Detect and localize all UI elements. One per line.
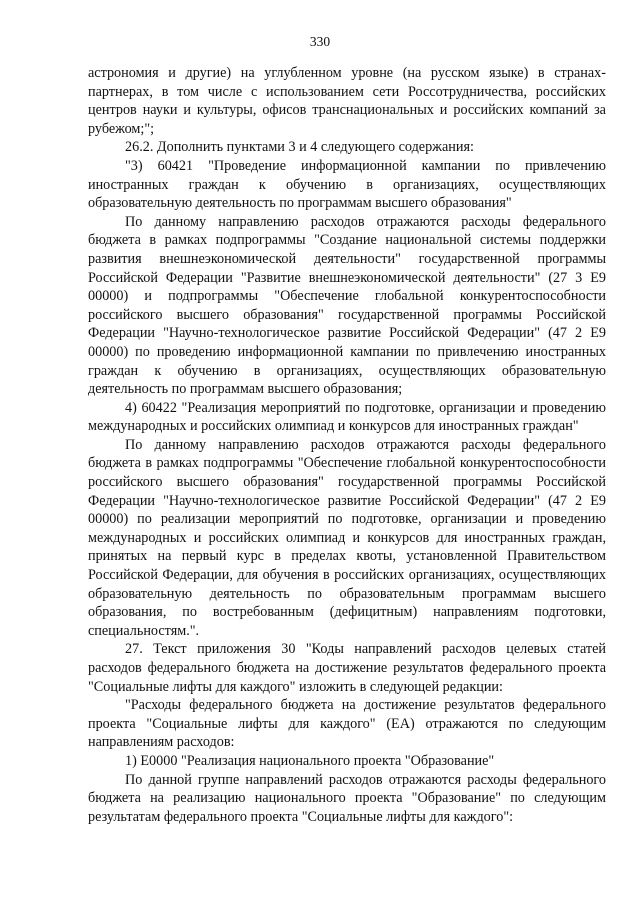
paragraph: По данному направлению расходов отражаются расходы федерального бюджета в рамках подпрограммы "Создание национальной системы поддержки развития внешнеэкономической деятельности" государственной программы Российской Федерации "Развитие внешнеэкономической деятельности" (27 3 E9 00000) и подпрограммы "Обеспечение глобальной конкурентоспособности российского высшего образования" государственной программы Российской Федерации "Научно-технологическое развитие Российской Федерации" (47 2 E9 00000) по проведению информационной кампании по привлечению иностранных граждан к обучению в организациях, осуществляющих образовательную деятельность по программам высшего образования; <box>88 213 606 398</box>
paragraph: "Расходы федерального бюджета на достижение результатов федерального проекта "Социальные лифты для каждого" (EA) отражаются по следующим направлениям расходов: <box>88 697 606 751</box>
paragraph: По данной группе направлений расходов отражаются расходы федерального бюджета на реализацию национального проекта "Образование" по следующим результатам федерального проекта "Социальные лифты для каждого": <box>88 771 606 825</box>
document-body <box>88 64 606 826</box>
paragraph: 26.2. Дополнить пунктами 3 и 4 следующего содержания: <box>125 139 474 156</box>
paragraph: 4) 60422 "Реализация мероприятий по подготовке, организации и проведению международных и российских олимпиад и конкурсов для иностранных граждан" <box>88 399 606 435</box>
page-number: 330 <box>309 34 331 49</box>
paragraph: По данному направлению расходов отражаются расходы федерального бюджета в рамках подпрограммы "Обеспечение глобальной конкурентоспособности российского высшего образования" государственной программы Российской Федерации "Научно-технологическое развитие Российской Федерации" (47 2 E9 00000) по реализации мероприятий по подготовке, организации и проведению международных и российских олимпиад и конкурсов для иностранных граждан, принятых на первый курс в пределах квоты, установленной Правительством Российской Федерации, для обучения в российских организациях, осуществляющих образовательную деятельность по образовательным программам высшего образования, по востребованным (дефицитным) направлениям подготовки, специальностям.". <box>88 436 606 639</box>
paragraph: астрономия и другие) на углубленном уровне (на русском языке) в странах-партнерах, в том числе с использованием сети Россотрудничества, российских центров науки и культуры, офисов транснациональных и российских компаний за рубежом;"; <box>88 65 606 137</box>
paragraph: 1) E0000 "Реализация национального проекта "Образование" <box>125 752 495 769</box>
paragraph: "3) 60421 "Проведение информационной кампании по привлечению иностранных граждан к обучению в организациях, осуществляющих образовательную деятельность по программам высшего образования" <box>88 157 606 212</box>
paragraph: 27. Текст приложения 30 "Коды направлений расходов целевых статей расходов федерального бюджета на достижение результатов федерального проекта "Социальные лифты для каждого" изложить в следующей редакции: <box>88 641 606 695</box>
